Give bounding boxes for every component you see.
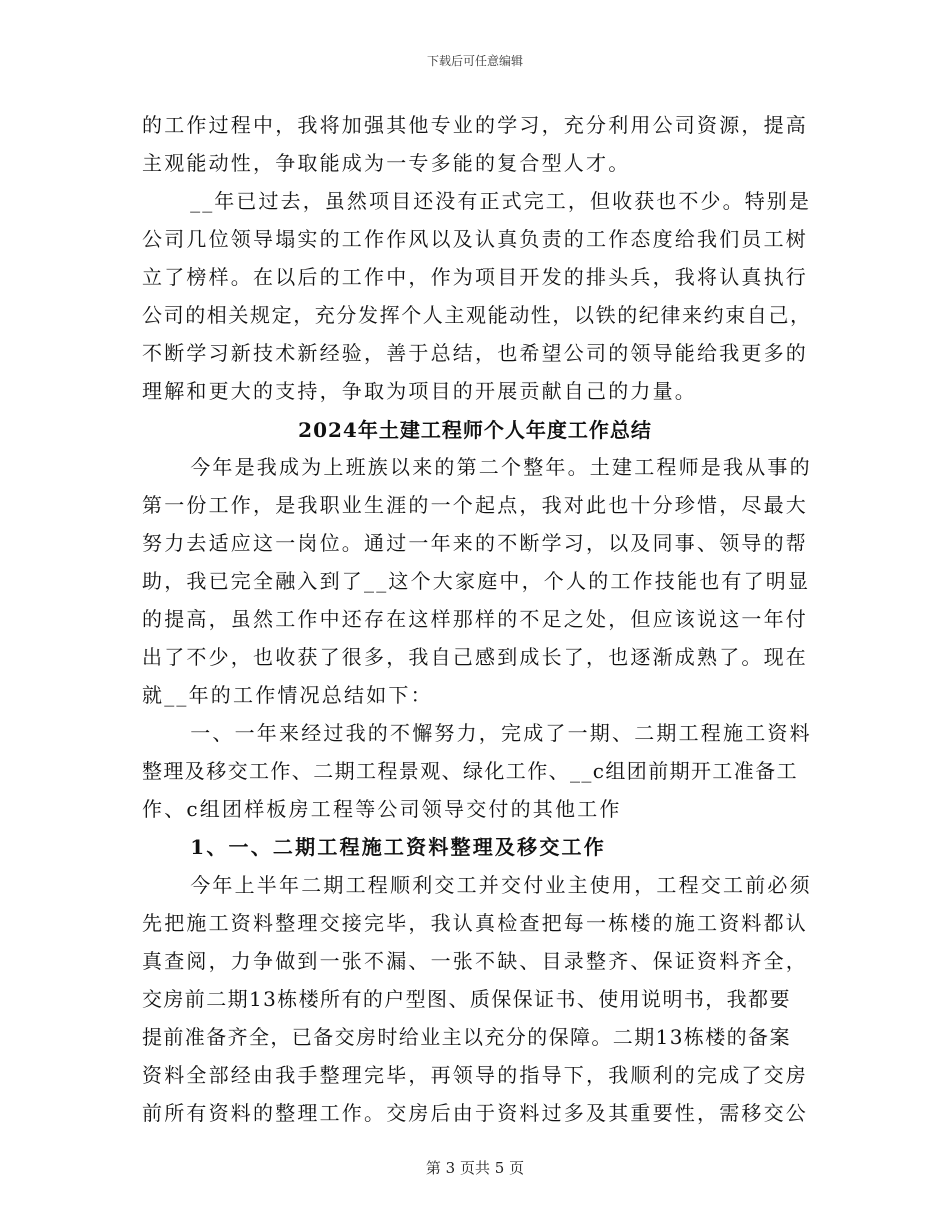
text-line: 理解和更大的支持，争取为项目的开展贡献自己的力量。 (142, 379, 697, 403)
text-line: 出了不少，也收获了很多，我自己感到成长了，也逐渐成熟了。现在 (142, 645, 808, 669)
text-line: 真查阅，力争做到一张不漏、一张不缺、目录整齐、保证资料齐全， (142, 949, 808, 973)
text-line: 今年是我成为上班族以来的第二个整年。土建工程师是我从事的 (168, 455, 812, 479)
text-line: __年已过去，虽然项目还没有正式完工，但收获也不少。特别是 (168, 189, 811, 213)
section-title: 2024年土建工程师个人年度工作总结 (298, 418, 652, 442)
text-line: 就__年的工作情况总结如下： (142, 683, 433, 707)
text-line: 交房前二期13栋楼所有的户型图、质保保证书、使用说明书，我都要 (142, 987, 791, 1011)
text-line: 资料全部经由我手整理完毕，再领导的指导下，我顺利的完成了交房 (142, 1063, 808, 1087)
text-line: 公司的相关规定，充分发挥个人主观能动性，以铁的纪律来约束自己， (142, 303, 812, 327)
text-line: 第一份工作，是我职业生涯的一个起点，我对此也十分珍惜，尽最大 (142, 493, 808, 517)
text-line: 主观能动性，争取能成为一专多能的复合型人才。 (142, 151, 631, 175)
subsection-heading: 1、一、二期工程施工资料整理及移交工作 (168, 835, 606, 859)
text-line: 的工作过程中，我将加强其他专业的学习，充分利用公司资源，提高 (142, 113, 808, 137)
text-line: 先把施工资料整理交接完毕，我认真检查把每一栋楼的施工资料都认 (142, 911, 808, 935)
page-header: 下载后可任意编辑 (426, 54, 523, 68)
text-line: 不断学习新技术新经验，善于总结，也希望公司的领导能给我更多的 (142, 341, 808, 365)
text-line: 今年上半年二期工程顺利交工并交付业主使用，工程交工前必须 (168, 873, 812, 897)
text-line: 提前准备齐全，已备交房时给业主以充分的保障。二期13栋楼的备案 (142, 1025, 791, 1049)
text-line: 一、一年来经过我的不懈努力，完成了一期、二期工程施工资料 (168, 721, 812, 745)
text-line: 立了榜样。在以后的工作中，作为项目开发的排头兵，我将认真执行 (142, 265, 808, 289)
text-line: 前所有资料的整理工作。交房后由于资料过多及其重要性，需移交公 (142, 1101, 808, 1125)
text-line: 助，我已完全融入到了__这个大家庭中，个人的工作技能也有了明显 (142, 569, 811, 593)
text-line: 作、c组团样板房工程等公司领导交付的其他工作 (142, 797, 622, 821)
text-line: 整理及移交工作、二期工程景观、绿化工作、__c组团前期开工准备工 (142, 759, 799, 783)
text-line: 的提高，虽然工作中还存在这样那样的不足之处，但应该说这一年付 (142, 607, 808, 631)
text-line: 努力去适应这一岗位。通过一年来的不断学习，以及同事、领导的帮 (142, 531, 808, 555)
text-line: 公司几位领导塌实的工作作风以及认真负责的工作态度给我们员工树 (142, 227, 808, 251)
page-footer: 第 3 页共 5 页 (425, 1159, 525, 1177)
